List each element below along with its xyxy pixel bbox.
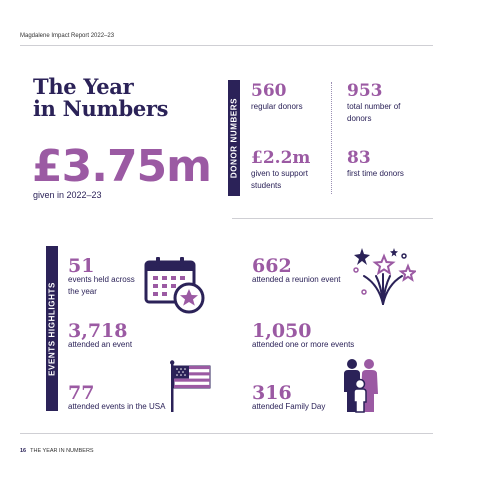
event-stat-label: attended one or more events	[252, 340, 355, 349]
title-line-1: The Year	[33, 74, 134, 99]
event-stat-label: attended an event	[68, 340, 133, 349]
page-title	[33, 76, 168, 120]
event-stat-label: attended a reunion event	[252, 275, 341, 284]
family-icon	[342, 358, 380, 414]
donor-stat-label: total number of donors	[347, 102, 401, 123]
calendar-star-icon	[144, 254, 208, 316]
donor-stat-value: 83	[347, 148, 371, 168]
event-stat-label: events held across the year	[68, 275, 135, 296]
event-stat-value: 662	[252, 255, 292, 277]
event-stat-label: attended Family Day	[252, 402, 326, 411]
event-stat-label: attended events in the USA	[68, 402, 166, 411]
us-flag-icon	[168, 360, 214, 412]
header-rule	[20, 45, 433, 46]
title-line-2: in Numbers	[33, 96, 169, 121]
total-given-caption: given in 2022–23	[33, 190, 102, 200]
page-number: 16	[20, 448, 27, 454]
footer-section-title: THE YEAR IN NUMBERS	[30, 448, 94, 454]
donor-numbers-label: DONOR NUMBERS	[229, 97, 239, 179]
total-given-value: £3.75m	[32, 141, 212, 192]
page-footer	[20, 448, 94, 454]
donor-stat-label: given to support students	[251, 169, 308, 190]
footer-rule	[20, 433, 433, 434]
donor-divider	[331, 82, 332, 194]
event-stat-value: 316	[252, 382, 292, 404]
event-stat-value: 77	[68, 382, 95, 404]
section-rule	[232, 218, 433, 219]
fireworks-icon	[350, 246, 416, 306]
event-stat-value: 3,718	[68, 320, 128, 342]
donor-stat-value: 560	[251, 81, 287, 101]
event-stat-value: 51	[68, 255, 95, 277]
events-highlights-bar	[46, 246, 58, 411]
donor-stat-label: regular donors	[251, 102, 303, 111]
donor-stat-value: 953	[347, 81, 383, 101]
report-header: Magdalene Impact Report 2022–23	[20, 33, 115, 39]
donor-stat-value: £2.2m	[251, 148, 311, 168]
donor-stat-label: first time donors	[347, 169, 404, 178]
donor-numbers-bar	[228, 80, 240, 196]
events-highlights-label: EVENTS HIGHLIGHTS	[47, 281, 57, 376]
event-stat-value: 1,050	[252, 320, 312, 342]
